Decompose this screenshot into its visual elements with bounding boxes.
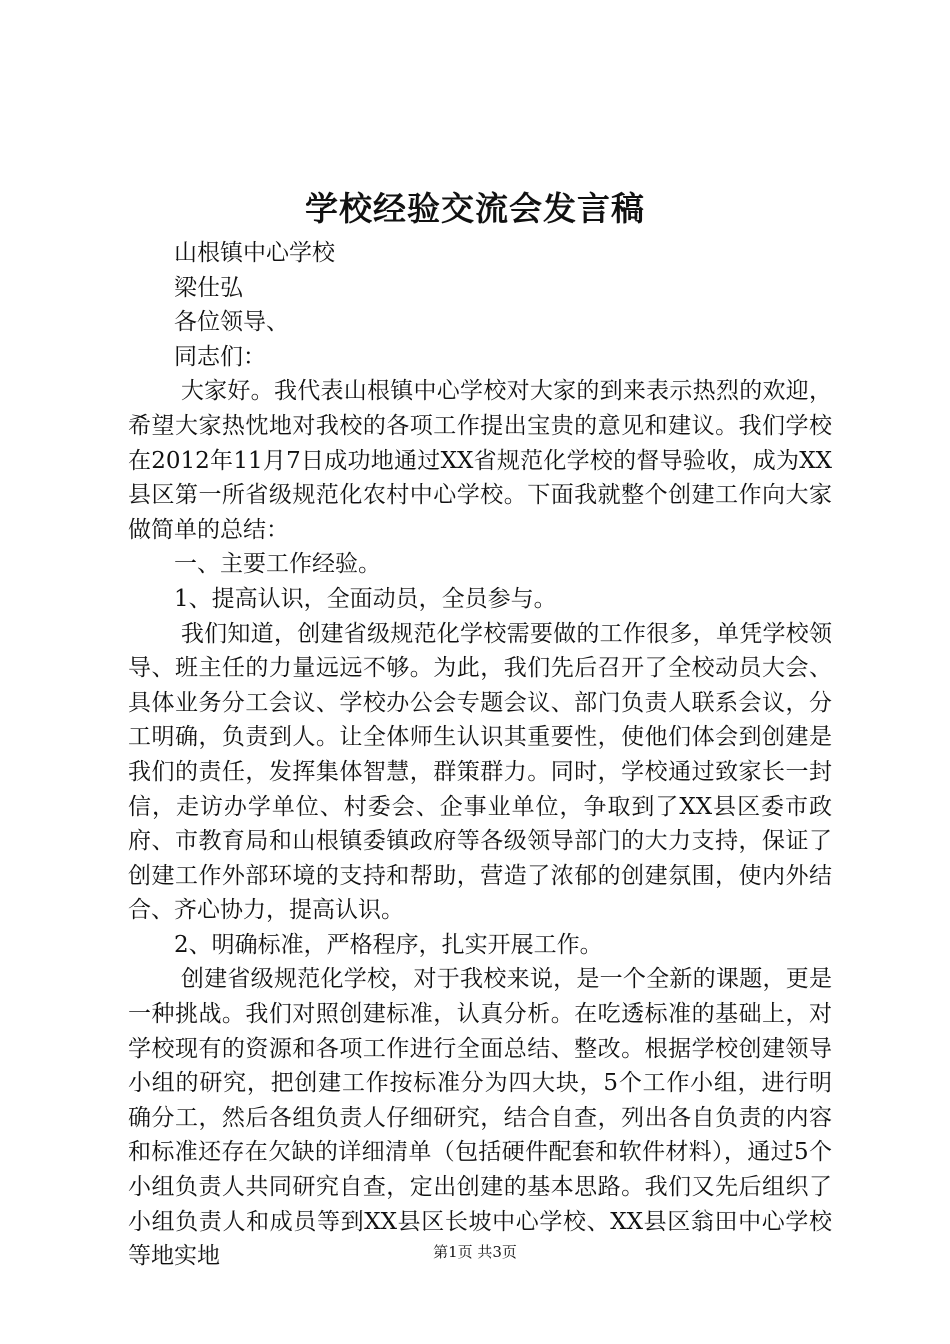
subsection-heading-2: 2、明确标准，严格程序，扎实开展工作。 <box>174 931 603 958</box>
salutation-leaders: 各位领导、 <box>174 309 289 336</box>
page-number-footer: 第1页 共3页 <box>433 1243 517 1261</box>
school-name: 山根镇中心学校 <box>174 240 335 266</box>
document-body <box>128 236 832 1274</box>
paragraph-awareness: 我们知道，创建省级规范化学校需要做的工作很多，单凭学校领导、班主任的力量远远不够。为此，我们先后召开了全校动员大会、具体业务分工会议、学校办公会专题会议、部门负责人联系会议，分工明确，负责到人。让全体师生认识其重要性，使他们体会到创建是我们的责任，发挥集体智慧，群策群力。同时，学校通过致家长一封信，走访办学单位、村委会、企事业单位，争取到了XX县区委市政府、市教育局和山根镇委镇政府等各级领导部门的大力支持，保证了创建工作外部环境的支持和帮助，营造了浓郁的创建氛围，使内外结合、齐心协力，提高认识。 <box>128 620 832 924</box>
paragraph-intro: 大家好。我代表山根镇中心学校对大家的到来表示热烈的欢迎，希望大家热忱地对我校的各项工作提出宝贵的意见和建议。我们学校在2012年11月7日成功地通过XX省规范化学校的督导验收，成为XX县区第一所省级规范化农村中心学校。下面我就整个创建工作向大家做简单的总结： <box>128 378 832 543</box>
document-title: 学校经验交流会发言稿 <box>305 189 645 228</box>
section-heading-1: 一、主要工作经验。 <box>174 551 381 578</box>
author-name: 梁仕弘 <box>174 274 243 301</box>
salutation-comrades: 同志们： <box>174 343 266 370</box>
subsection-heading-1: 1、提高认识，全面动员，全员参与。 <box>174 585 557 612</box>
paragraph-standards: 创建省级规范化学校，对于我校来说，是一个全新的课题，更是一种挑战。我们对照创建标准，认真分析。在吃透标准的基础上，对学校现有的资源和各项工作进行全面总结、整改。根据学校创建领导小组的研究，把创建工作按标准分为四大块，5个工作小组，进行明确分工，然后各组负责人仔细研究，结合自查，列出各自负责的内容和标准还存在欠缺的详细清单（包括硬件配套和软件材料），通过5个小组负责人共同研究自查，定出创建的基本思路。我们又先后组织了小组负责人和成员等到XX县区长坡中心学校、XX县区翁田中心学校等地实地 <box>128 966 832 1270</box>
